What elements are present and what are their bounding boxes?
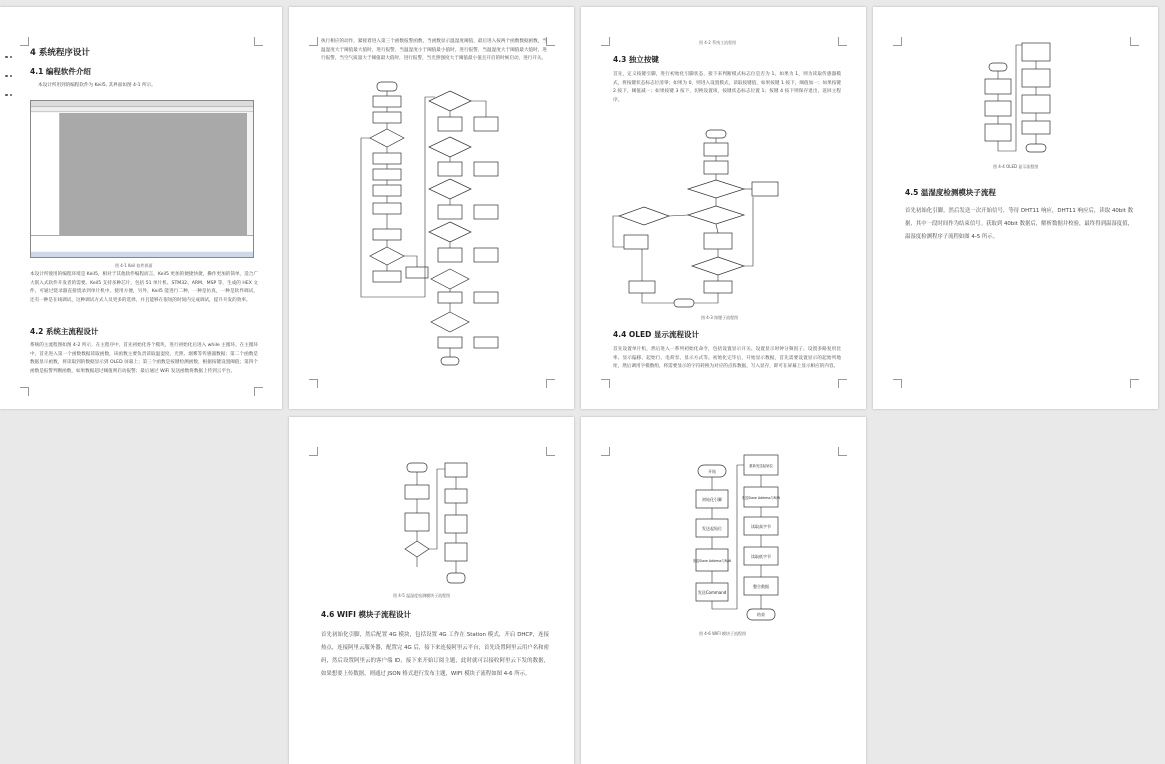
- heading-4-4: 4.4 OLED 显示流程设计: [613, 330, 700, 339]
- page-2: [289, 7, 574, 409]
- heading-4-6: 4.6 WIFI 模块子流程设计: [321, 610, 411, 619]
- paragraph-continued: 执行相应的动作，紧接着进入第三个函数报警函数，当函数显示温湿度阈值，最后进入按两个函数数据函数，当温湿度大于阈值最大值时，进行报警，当温湿度小于阈值最小值时，进行报警，当温湿度大于阈值最大值时，进行报警，当空气质量大于阈值最大值时，进行报警，当光照强度大于阈值最小值且开启的时候启动，进行开关。: [321, 39, 547, 62]
- wifi-box-restart: 重新发送起始位: [749, 464, 773, 468]
- page-5: [289, 417, 574, 764]
- heading-4-1: 4.1 编程软件介绍: [30, 67, 91, 76]
- wifi-box-merge: 整合数据: [753, 584, 769, 589]
- wifi-box-read-high: 读取高字节: [751, 524, 771, 529]
- heading-4-3: 4.3 独立按键: [613, 55, 659, 64]
- page-6: [581, 417, 866, 764]
- page-1: [0, 7, 282, 409]
- keil-screenshot: [30, 100, 254, 258]
- heading-chapter-4: 4 系统程序设计: [30, 48, 90, 58]
- wifi-box-read-low: 读取低字节: [751, 554, 771, 559]
- wifi-box-end: 结束: [757, 612, 765, 617]
- page-header: 图 4-2 系统主流程图: [699, 40, 737, 45]
- main-flowchart: [289, 7, 574, 409]
- caption-fig-4-6: 图 4-6 WIFI 模块子流程图: [699, 631, 746, 636]
- wifi-box-send-addr: 发送Slave Address与R/W: [692, 559, 732, 563]
- wifi-box-send-addr2: 发送Slave Address与R/W: [741, 496, 781, 500]
- page-3: [581, 7, 866, 409]
- drag-handle-icon[interactable]: [4, 44, 13, 101]
- caption-fig-4-4: 图 4-4 OLED 显示流程图: [993, 164, 1039, 169]
- paragraph-4-1-intro: 本设计所用到的编程软件为 Keil5, 其界面如图 4-1 所示。: [38, 83, 156, 88]
- editor-area: [60, 113, 247, 235]
- caption-fig-4-3: 图 4-3 按键子流程图: [701, 315, 739, 320]
- caption-fig-4-1: 图 4-1 Keil 软件界面: [115, 263, 153, 268]
- paragraph-dht11: 首先初始化引脚，然后发送一次开始信号，等待 DHT11 响应，DHT11 响应后，读取 40bit 数据，其中一段时间作为结束信号。获取到 40bit 数据后，解析数据并校验，最终得到温湿度值，温湿度检测程序子流程如图 4-5 所示。: [905, 208, 1133, 240]
- wifi-box-start: 开始: [708, 469, 716, 474]
- heading-4-5: 4.5 温湿度检测模块子流程: [905, 188, 996, 197]
- page-4: [873, 7, 1158, 409]
- project-tree-panel: [31, 113, 60, 235]
- wifi-box-send-cmd: 发送Command: [697, 590, 727, 595]
- wifi-box-send-start: 发送起始位: [702, 526, 722, 531]
- paragraph-wifi: 首先初始化引脚，然后配置 4G 模块，包括设置 4G 工作在 Station 模式，开启 DHCP，连接热点，连接阿里云服务器，配置完 4G 后，接下来连接阿里云平台，首先设置阿里云用户名和密码，然后设置阿里云的客户端 ID，接下来开始订阅主题，此时就可以接收阿里云下发的数据，如果想要上传数据，则通过 JSON 格式进行发布主题，WIFI 模块子流程如图 4-6 所示。: [321, 632, 549, 677]
- heading-4-2: 4.2 系统主流程设计: [30, 327, 99, 336]
- wifi-box-init: 初始化引脚: [702, 497, 722, 502]
- caption-fig-4-5: 图 4-5 温湿度检测模块子流程图: [393, 593, 451, 598]
- paragraph-keys: 首先，定义按键引脚，进行初始化引脚状态，接下来判断模式标志位是否为 1。如果为 1，则为读取传感器模式，将按键状态标志位清零；如果为 0，则进入设置模式，读取按键值，如果按键 1 按下，阈值加一；如果按键 2 按下，阈值减一；如果按键 3 按下，切换设置项，按键状态标志位置 1；按键 4 按下则保存退出，返回主程序。: [613, 72, 841, 103]
- paragraph-main-flow: 系统的主流程图如图 4-2 所示，在主程序中，首先初始化各个模块，进行初始化后进入 while 主循环。在主循环中，首先进入第一个函数数据读取函数，该函数主要负责读取温湿度、光照、烟雾等传感器数据；第二个函数是数据显示函数，将读取到的数据显示到 OLED 屏幕上；第三个函数是按键检测函数，根据按键设置阈值；第四个函数是报警判断函数，如果数据超过阈值则启动报警；最后通过 WiFi 发送函数将数据上传到云平台。: [30, 343, 258, 374]
- wifi-flowchart: [581, 417, 866, 764]
- build-output-panel: [31, 235, 253, 251]
- paragraph-keil: 本设计所使用的编程环境是 Keil5，相对于其他软件编程而言，Keil5 更加的便捷快捷，操作更加的简单，适合广大嵌入式软件开发者的需要。Keil5 支持多种芯片，包括 51 单片机、STM32、ARM、MSP 等，生成的 HEX 文件，可通过烧录器直接烧录到单片机中。使用方便，另外，Keil5 能进行二种，一种是仿真，一种是软件调试，还有一种是在线调试，这种调试方式人员更多的选择，并且能够在很短的时间内完成调试，提升开发的效率。: [30, 272, 258, 303]
- paragraph-oled: 首先设置单片机，然后进入一系列初始化命令，包括设置显示开关、设置显示时钟分频因子、设置多路复用比率、显示偏移、起始行、电荷泵、显示方式等。初始化完毕后，开始显示数据，首先需要设置显示的起始列地址，然后调用字模数组，将需要显示的字符转换为对应的点阵数据，写入显存，即可在屏幕上显示相应的内容。: [613, 347, 841, 370]
